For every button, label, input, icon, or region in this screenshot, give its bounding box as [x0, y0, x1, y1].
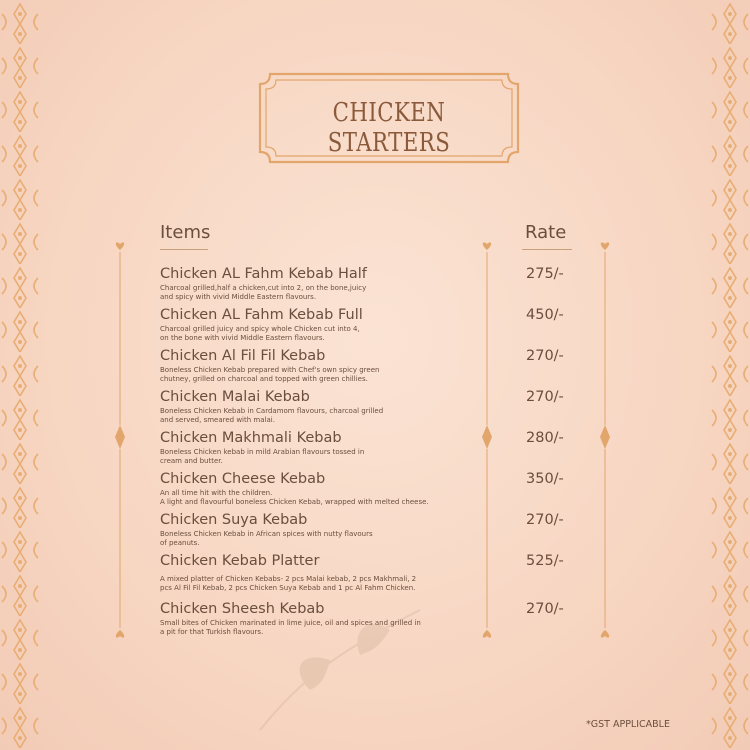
page-title: CHICKEN STARTERS — [327, 98, 451, 158]
menu-item — [160, 430, 480, 466]
item-name: Chicken Makhmali Kebab — [160, 430, 342, 446]
item-description: Charcoal grilled,half a chicken,cut into 2, on the bone,juicy and spicy with vivid Middle Eastern flavours. — [160, 284, 367, 301]
menu-item — [160, 553, 480, 593]
menu-item — [160, 307, 480, 343]
menu-item — [160, 348, 480, 384]
item-name: Chicken Sheesh Kebab — [160, 601, 325, 617]
item-price: 275/- — [526, 266, 564, 282]
item-name: Chicken Kebab Platter — [160, 553, 320, 569]
right-ornamental-border — [710, 0, 750, 750]
menu-item — [160, 512, 480, 548]
left-ornamental-border — [0, 0, 40, 750]
item-description: A mixed platter of Chicken Kebabs- 2 pcs Malai kebab, 2 pcs Makhmali, 2 pcs Al Fil Fil Kebab, 2 pcs Chicken Suya Kebab and 1 pc Al Fahm Chicken. — [160, 575, 417, 592]
right-divider — [598, 240, 612, 640]
gst-footnote: *GST APPLICABLE — [586, 719, 670, 730]
menu-item — [160, 389, 480, 425]
item-name: Chicken AL Fahm Kebab Full — [160, 307, 363, 323]
item-price: 280/- — [526, 430, 564, 446]
item-description: Boneless Chicken Kebab in Cardamom flavours, charcoal grilled and served, smeared with malai. — [160, 407, 384, 424]
item-name: Chicken Cheese Kebab — [160, 471, 326, 487]
item-description: Small bites of Chicken marinated in lime juice, oil and spices and grilled in a pit for that Turkish flavours. — [160, 619, 421, 636]
item-price: 350/- — [526, 471, 564, 487]
item-description: Boneless Chicken Kebab prepared with Chef's own spicy green chutney, grilled on charcoal and topped with green chillies. — [160, 366, 380, 383]
item-description: Charcoal grilled juicy and spicy whole Chicken cut into 4, on the bone with vivid Middle Eastern flavours. — [160, 325, 360, 342]
item-description: An all time hit with the children. A light and flavourful boneless Chicken Kebab, wrapped with melted cheese. — [160, 489, 429, 506]
items-column-header: Items — [160, 222, 211, 243]
item-name: Chicken Malai Kebab — [160, 389, 310, 405]
menu-item — [160, 471, 480, 507]
item-description: Boneless Chicken Kebab in African spices with nutty flavours of peanuts. — [160, 530, 373, 547]
rate-header-rule — [522, 249, 572, 250]
menu-item — [160, 601, 480, 637]
rate-column-header: Rate — [525, 222, 567, 243]
items-header-rule — [160, 249, 208, 250]
item-price: 270/- — [526, 389, 564, 405]
item-price: 270/- — [526, 512, 564, 528]
item-name: Chicken AL Fahm Kebab Half — [160, 266, 367, 282]
title-plaque — [256, 70, 522, 166]
item-description: Boneless Chicken kebab in mild Arabian flavours tossed in cream and butter. — [160, 448, 365, 465]
item-name: Chicken Al Fil Fil Kebab — [160, 348, 326, 364]
item-name: Chicken Suya Kebab — [160, 512, 308, 528]
left-divider — [113, 240, 127, 640]
item-price: 525/- — [526, 553, 564, 569]
menu-item — [160, 266, 480, 302]
item-price: 450/- — [526, 307, 564, 323]
item-price: 270/- — [526, 348, 564, 364]
middle-divider — [480, 240, 494, 640]
item-price: 270/- — [526, 601, 564, 617]
